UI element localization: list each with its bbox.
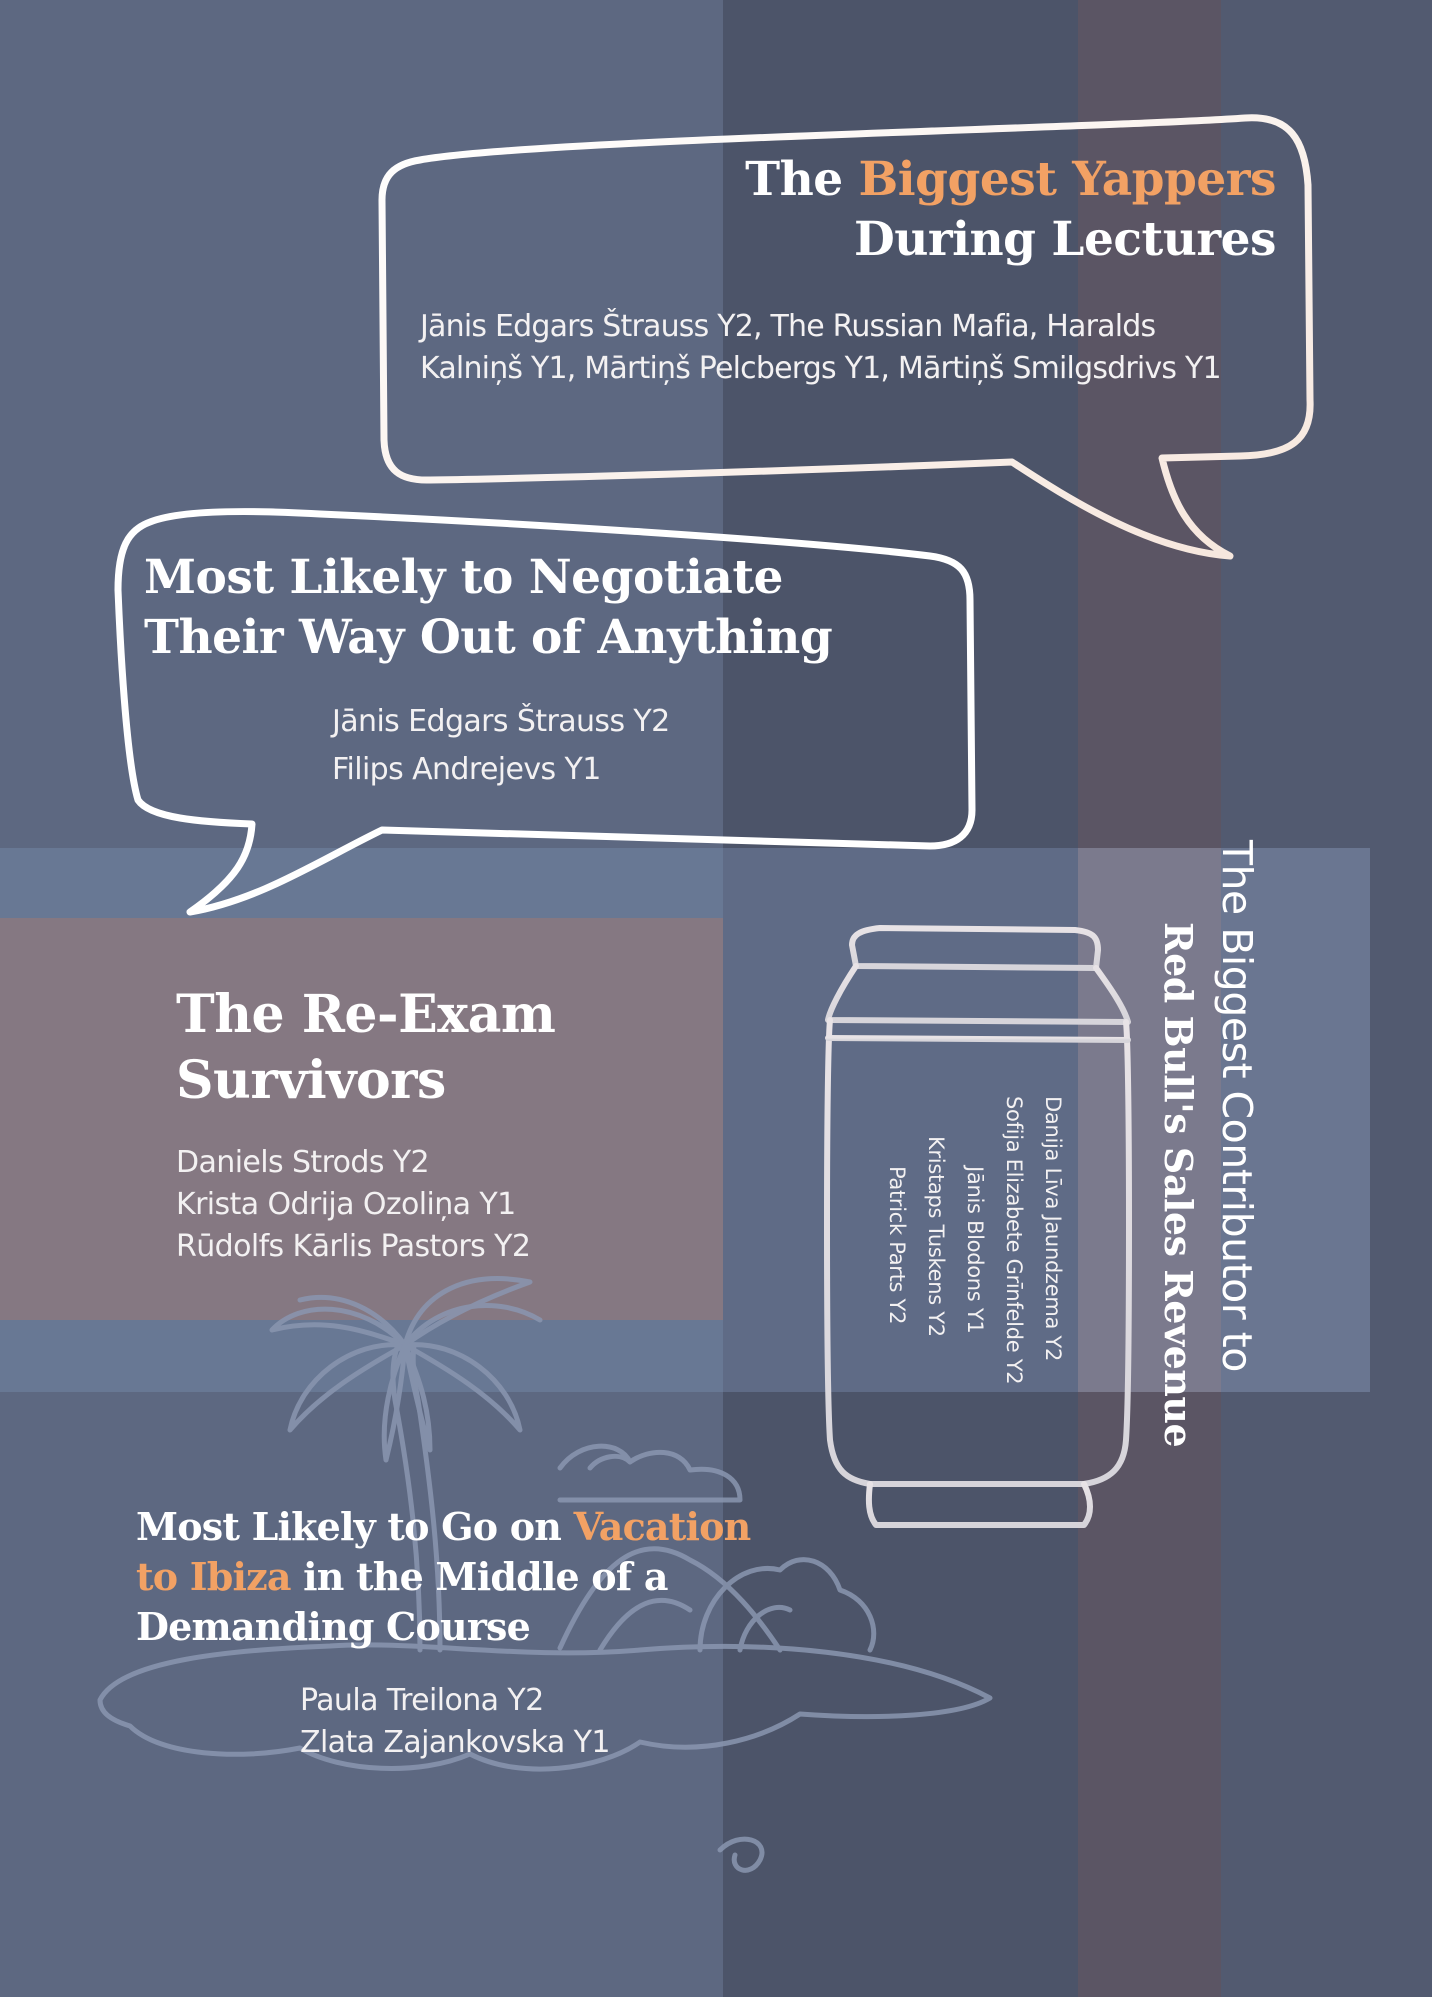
redbull-name: Danija Līva Jaundzema Y2	[1041, 1096, 1065, 1362]
reexam-names	[176, 1142, 530, 1268]
reexam-title-line2: Survivors	[176, 1050, 446, 1111]
reexam-name: Daniels Strods Y2	[176, 1145, 430, 1180]
negotiate-title-line2: Their Way Out of Anything	[144, 610, 833, 665]
ibiza-title-highlight1: Vacation	[573, 1504, 751, 1549]
ibiza-title-part1: Most Likely to Go on	[136, 1504, 574, 1549]
yappers-title-highlight: Biggest Yappers	[858, 152, 1276, 207]
negotiate-title	[144, 548, 832, 668]
ibiza-title-highlight2: to Ibiza	[136, 1554, 291, 1599]
reexam-name: Rūdolfs Kārlis Pastors Y2	[176, 1229, 531, 1264]
negotiate-names	[332, 698, 670, 794]
reexam-title	[176, 982, 555, 1114]
yappers-title-prefix: The	[745, 152, 859, 207]
negotiate-name: Filips Andrejevs Y1	[332, 752, 601, 787]
redbull-title-line2: Red Bull's Sales Revenue	[1156, 922, 1201, 1448]
ibiza-title-part2: in the Middle of a	[290, 1554, 668, 1599]
redbull-name: Patrick Parts Y2	[885, 1166, 909, 1325]
ibiza-title	[136, 1502, 751, 1652]
redbull-name: Kristaps Tuskens Y2	[924, 1136, 948, 1337]
reexam-name: Krista Odrija Ozoliņa Y1	[176, 1187, 516, 1222]
yappers-names-line1: Jānis Edgars Štrauss Y2, The Russian Mafia, Haralds	[420, 309, 1156, 344]
negotiate-title-line1: Most Likely to Negotiate	[144, 550, 783, 605]
ibiza-name: Paula Treilona Y2	[300, 1683, 544, 1718]
redbull-name: Jānis Blodons Y1	[963, 1166, 987, 1334]
redbull-title	[1150, 840, 1268, 1447]
redbull-name: Sofija Elizabete Grīnfelde Y2	[1002, 1096, 1026, 1385]
ibiza-name: Zlata Zajankovska Y1	[300, 1725, 610, 1760]
yappers-title-line2: During Lectures	[853, 212, 1276, 267]
yappers-title	[656, 150, 1276, 270]
ibiza-names	[300, 1680, 610, 1764]
redbull-title-line1: The Biggest Contributor to	[1213, 840, 1261, 1372]
redbull-names	[877, 1096, 1072, 1384]
ibiza-title-line3: Demanding Course	[136, 1604, 531, 1649]
reexam-title-line1: The Re-Exam	[176, 984, 556, 1045]
yappers-names	[420, 306, 1221, 390]
yappers-names-line2: Kalniņš Y1, Mārtiņš Pelcbergs Y1, Mārtiņš Smilgsdrivs Y1	[420, 351, 1221, 386]
negotiate-name: Jānis Edgars Štrauss Y2	[332, 704, 670, 739]
